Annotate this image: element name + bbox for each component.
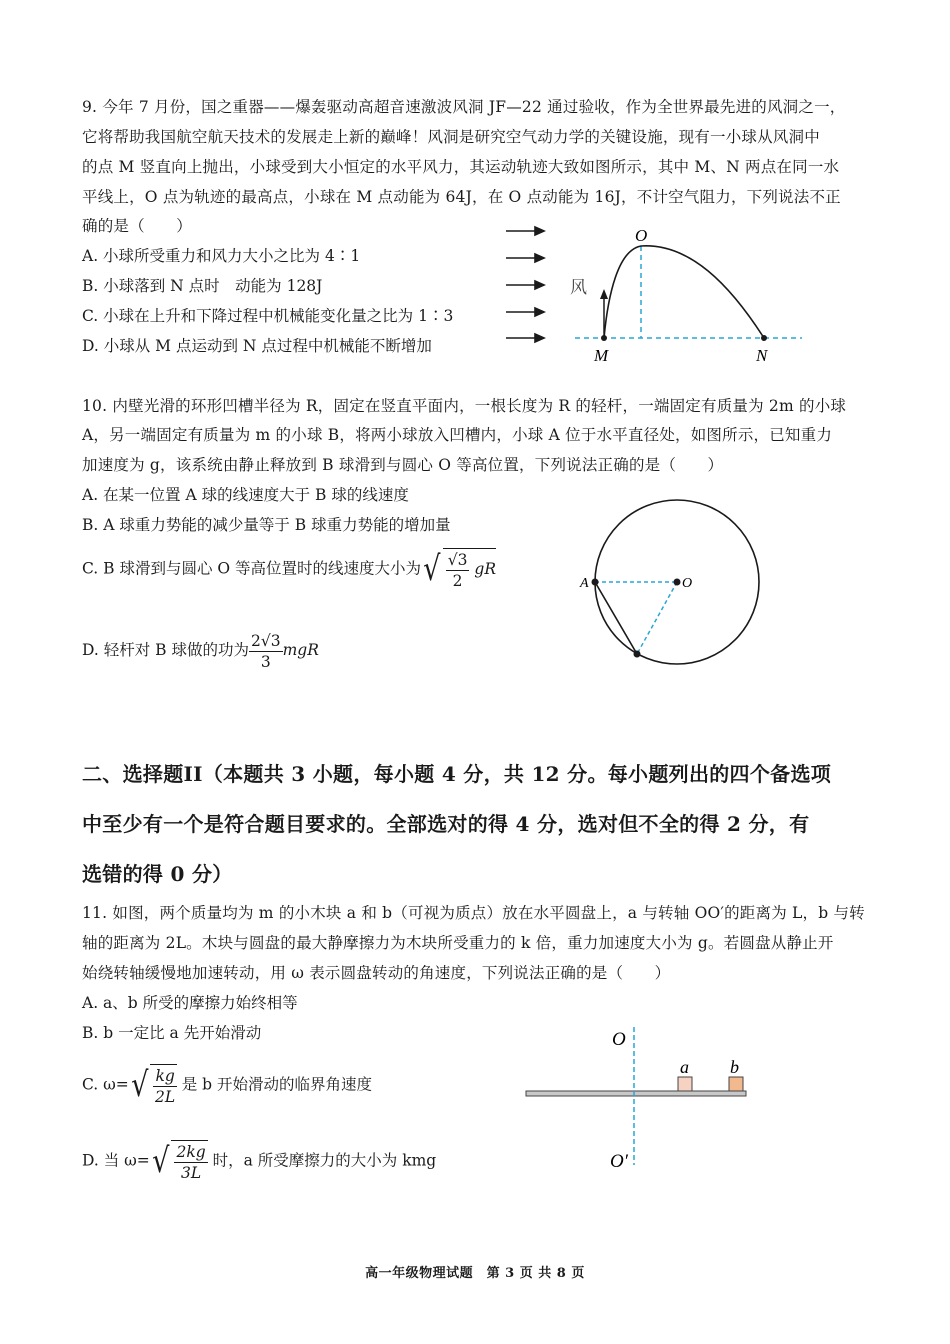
velocity-arrow-icon <box>600 289 608 299</box>
q10-c-suffix: gR <box>474 560 496 578</box>
q10-circle-diagram <box>570 490 770 670</box>
label-n: N <box>756 346 768 365</box>
q10-option-a: A. 在某一位置 A 球的线速度大于 B 球的线速度 <box>82 486 409 504</box>
q11-option-d-prefix: D. 当 ω= <box>82 1151 150 1170</box>
q10-d-denominator: 3 <box>260 652 271 671</box>
q10-stem-line-2: A，另一端固定有质量为 m 的小球 B，将两小球放入凹槽内，小球 A 位于水平直径处，如图所示，已知重力 <box>82 426 833 444</box>
q11-stem-line-3: 始绕转轴缓慢地加速转动，用 ω 表示圆盘转动的角速度，下列说法正确的是（ ） <box>82 964 671 982</box>
light-rod <box>595 582 637 654</box>
q11-c-numerator: kg <box>155 1066 175 1085</box>
q11-option-c <box>82 1064 372 1107</box>
q11-option-c-suffix: 是 b 开始滑动的临界角速度 <box>181 1075 373 1094</box>
page-footer: 高一年级物理试题 第 3 页 共 8 页 <box>365 1266 585 1281</box>
section-heading-line-2: 中至少有一个是符合题目要求的。全部选对的得 4 分，选对但不全的得 2 分，有 <box>82 812 810 836</box>
q11-option-d-suffix: 时，a 所受摩擦力的大小为 kmg <box>212 1151 437 1170</box>
q10-stem-line-3: 加速度为 g，该系统由静止释放到 B 球滑到与圆心 O 等高位置，下列说法正确的是（ ） <box>82 456 724 474</box>
q10-option-d <box>82 630 319 672</box>
q10-option-b: B. A 球重力势能的减少量等于 B 球重力势能的增加量 <box>82 516 451 534</box>
q9-option-d: D. 小球从 M 点运动到 N 点过程中机械能不断增加 <box>82 337 432 355</box>
section-heading-line-3: 选错的得 0 分） <box>82 862 233 886</box>
q9-option-b: B. 小球落到 N 点时 动能为 128J <box>82 277 323 295</box>
label-o: O <box>682 576 693 591</box>
q10-stem-line-1: 10. 内壁光滑的环形凹槽半径为 R，固定在竖直平面内，一根长度为 R 的轻杆，一端固定有质量为 2m 的小球 <box>82 397 847 415</box>
q10-option-d-text: D. 轻杆对 B 球做的功为 <box>82 641 249 659</box>
q9-stem-line-2: 它将帮助我国航空航天技术的发展走上新的巅峰！风洞是研究空气动力学的关键设施，现有一小球从风洞中 <box>82 128 820 146</box>
q9-stem-line-3: 的点 M 竖直向上抛出，小球受到大小恒定的水平风力，其运动轨迹大致如图所示，其中 M、N 两点在同一水 <box>82 158 840 176</box>
wind-arrows-icon <box>506 227 544 342</box>
label-m: M <box>594 346 609 365</box>
q10-option-c-text: C. B 球滑到与圆心 O 等高位置时的线速度大小为 <box>82 559 422 578</box>
sqrt-icon: √ $\frac{√3}{2}$ gR <box>423 549 496 590</box>
q11-stem-line-2: 轴的距离为 2L。木块与圆盘的最大静摩擦力为木块所受重力的 k 倍，重力加速度大小为 g。若圆盘从静止开 <box>82 934 834 952</box>
q11-d-numerator: 2kg <box>176 1142 206 1161</box>
q10-option-c <box>82 548 496 591</box>
q10-d-numerator: 2√3 <box>250 631 281 650</box>
q9-trajectory-diagram <box>490 215 820 375</box>
q9-option-c: C. 小球在上升和下降过程中机械能变化量之比为 1∶3 <box>82 307 454 325</box>
label-o: O <box>635 226 648 245</box>
label-wind: 风 <box>570 278 587 298</box>
label-o-prime: O′ <box>610 1151 628 1172</box>
q11-option-a: A. a、b 所受的摩擦力始终相等 <box>82 994 298 1012</box>
q9-stem-line-4: 平线上，O 点为轨迹的最高点，小球在 M 点动能为 64J，在 O 点动能为 16J，不计空气阻力，下列说法不正 <box>82 188 841 206</box>
q11-stem-line-1: 11. 如图，两个质量均为 m 的小木块 a 和 b（可视为质点）放在水平圆盘上，a 与转轴 OO′的距离为 L，b 与转 <box>82 904 865 922</box>
label-a: a <box>680 1057 689 1077</box>
q11-option-c-prefix: C. ω= <box>82 1075 129 1094</box>
q10-d-suffix: mgR <box>282 641 319 659</box>
q11-d-denominator: 3L <box>180 1163 202 1182</box>
q10-c-denominator: 2 <box>452 571 463 590</box>
sqrt-icon: √ $\frac{kg}{2L}$ <box>130 1065 176 1106</box>
q9-option-a: A. 小球所受重力和风力大小之比为 4∶1 <box>82 247 361 265</box>
label-o: O <box>612 1029 626 1050</box>
label-b: b <box>730 1057 739 1077</box>
q9-stem-line-1: 9. 今年 7 月份，国之重器——爆轰驱动高超音速激波风洞 JF—22 通过验收，作为全世界最先进的风洞之一， <box>82 98 846 116</box>
q10-c-numerator: √3 <box>447 550 468 569</box>
block-b <box>729 1077 743 1091</box>
label-a: A <box>580 576 589 591</box>
q11-c-denominator: 2L <box>155 1087 176 1106</box>
q11-option-d <box>82 1140 436 1183</box>
section-heading-line-1: 二、选择题II（本题共 3 小题，每小题 4 分，共 12 分。每小题列出的四个备选项 <box>82 762 832 786</box>
sqrt-icon: √ $\frac{2kg}{3L}$ <box>151 1141 206 1182</box>
q11-option-b: B. b 一定比 a 先开始滑动 <box>82 1024 262 1042</box>
block-a <box>678 1077 692 1091</box>
q11-disc-diagram <box>510 1015 770 1180</box>
q9-stem-line-5: 确的是（ ） <box>82 217 192 235</box>
